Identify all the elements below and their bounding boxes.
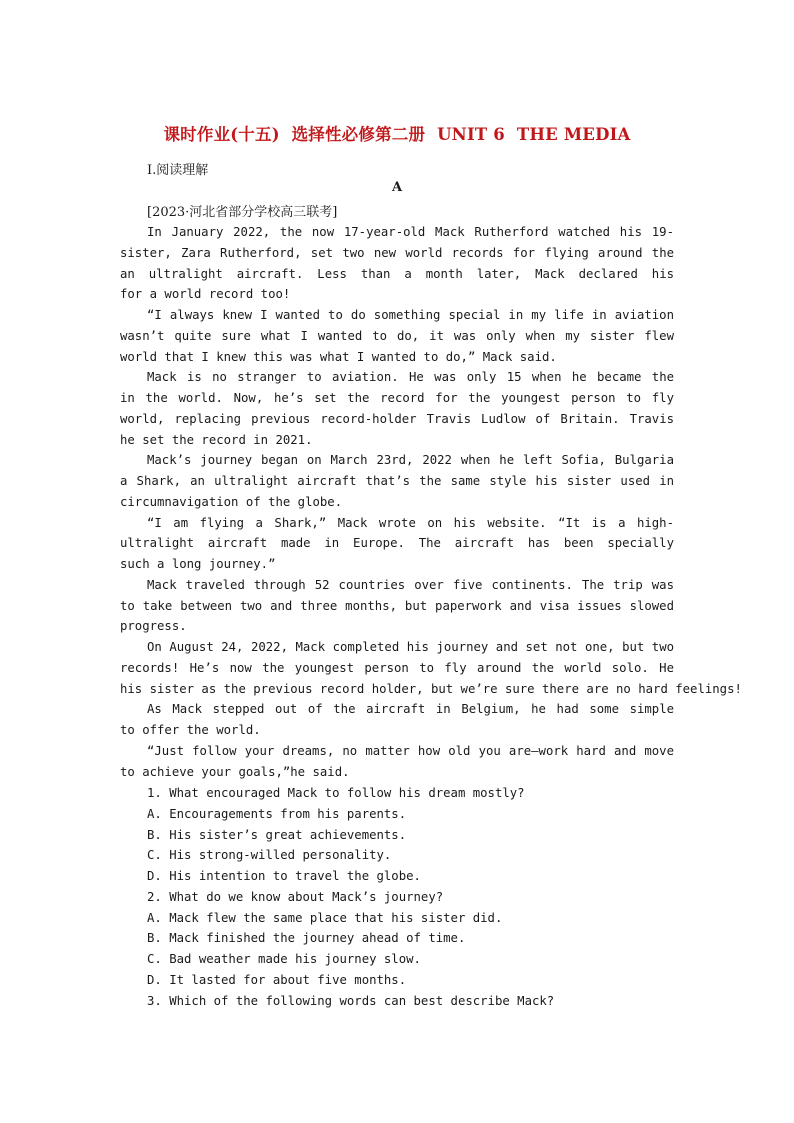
- passage-line: for a world record too!: [120, 287, 291, 302]
- passage-line: an ultralight aircraft. Less than a month later, Mack declared his: [120, 266, 674, 281]
- passage-line: Mack’s journey began on March 23rd, 2022 when he left Sofia, Bulgaria: [147, 453, 674, 468]
- answer-option: C. His strong-willed personality.: [147, 848, 392, 863]
- passage-line: sister, Zara Rutherford, set two new world records for flying around the: [120, 245, 674, 260]
- passage-line: “Just follow your dreams, no matter how old you are—work hard and move: [147, 743, 674, 758]
- passage-line: records! He’s now the youngest person to fly around the world solo. He: [120, 660, 674, 675]
- answer-option: C. Bad weather made his journey slow.: [147, 952, 421, 966]
- passage-line: wasn’t quite sure what I wanted to do, it was only when my sister flew: [120, 328, 674, 343]
- passage-line: Mack is no stranger to aviation. He was only 15 when he became the: [147, 370, 674, 385]
- passage-label: A: [391, 180, 403, 195]
- passage-line: As Mack stepped out of the aircraft in Belgium, he had some simple: [147, 702, 674, 717]
- section-heading: Ⅰ.阅读理解: [147, 163, 209, 178]
- passage-line: a Shark, an ultralight aircraft that’s the same style his sister used in: [120, 474, 674, 488]
- passage-line: In January 2022, the now 17-year-old Mack Rutherford watched his 19-: [147, 225, 674, 239]
- passage-line: world, replacing previous record-holder Travis Ludlow of Britain. Travis: [120, 411, 674, 426]
- passage-source: [2023·河北省部分学校高三联考]: [147, 205, 338, 220]
- answer-option: A. Encouragements from his parents.: [147, 806, 407, 821]
- passage-line: to offer the world.: [120, 723, 261, 737]
- passage-line: in the world. Now, he’s set the record for the youngest person to fly: [120, 391, 674, 405]
- passage-line: to achieve your goals,”he said.: [120, 764, 350, 779]
- answer-option: A. Mack flew the same place that his sister did.: [147, 910, 503, 925]
- answer-option: D. His intention to travel the globe.: [147, 869, 421, 883]
- answer-option: D. It lasted for about five months.: [147, 972, 407, 987]
- passage-line: circumnavigation of the globe.: [120, 494, 343, 509]
- question-stem: 1. What encouraged Mack to follow his dream mostly?: [147, 786, 525, 800]
- question-stem: 2. What do we know about Mack’s journey?: [147, 889, 444, 904]
- passage-line: his sister as the previous record holder, but we’re sure there are no hard feelings!: [120, 681, 742, 696]
- passage-line: Mack traveled through 52 countries over five continents. The trip was: [147, 577, 674, 592]
- answer-option: B. His sister’s great achievements.: [147, 827, 407, 842]
- passage-line: to take between two and three months, but paperwork and visa issues slowed: [120, 598, 674, 613]
- passage-line: he set the record in 2021.: [120, 432, 313, 447]
- question-stem: 3. Which of the following words can best describe Mack?: [147, 993, 555, 1008]
- answer-option: B. Mack finished the journey ahead of time.: [147, 931, 466, 946]
- passage-line: On August 24, 2022, Mack completed his journey and set not one, but two: [147, 640, 674, 654]
- passage-line: “I am flying a Shark,” Mack wrote on his website. “It is a high-: [147, 515, 674, 530]
- passage-line: such a long journey.”: [120, 557, 276, 571]
- passage-line: “I always knew I wanted to do something special in my life in aviation: [147, 308, 674, 322]
- page-title: 课时作业(十五) 选择性必修第二册 UNIT 6 THE MEDIA: [163, 125, 631, 144]
- passage-line: world that I knew this was what I wanted to do,” Mack said.: [120, 349, 557, 364]
- passage-line: progress.: [120, 619, 187, 634]
- passage-line: ultralight aircraft made in Europe. The aircraft has been specially: [120, 536, 674, 551]
